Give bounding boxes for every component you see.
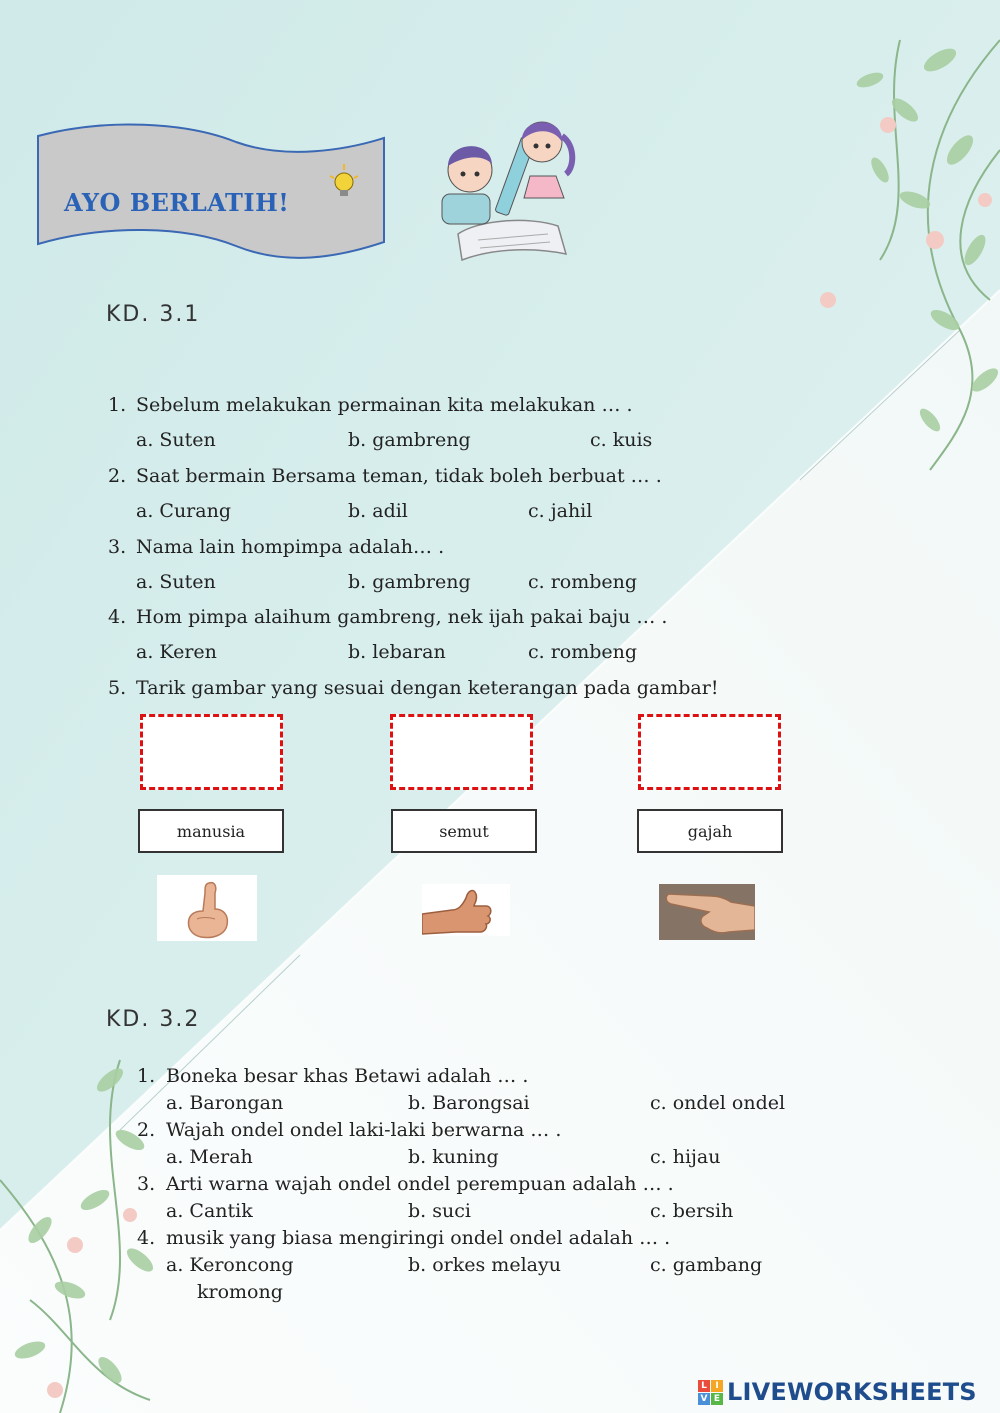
question-text: Arti warna wajah ondel ondel perempuan adalah … .	[166, 1173, 674, 1195]
liveworksheets-brand-text: LIVEWORKSHEETS	[727, 1378, 977, 1406]
question-number: 1.	[108, 394, 127, 416]
answer-option[interactable]: b. orkes melayu	[408, 1254, 561, 1276]
question-text: Sebelum melakukan permainan kita melakukan … .	[136, 394, 633, 416]
thumbs-up-hand-image[interactable]	[422, 884, 510, 936]
pointing-hand-image[interactable]	[659, 884, 755, 940]
answer-option[interactable]: c. jahil	[528, 500, 593, 522]
liveworksheets-badge-icon: L I V E	[698, 1380, 723, 1405]
drop-zone[interactable]	[390, 714, 533, 790]
answer-option[interactable]: c. ondel ondel	[650, 1092, 786, 1114]
question-text: Hom pimpa alaihum gambreng, nek ijah pakai baju … .	[136, 606, 668, 628]
children-writing-illustration	[438, 116, 588, 264]
question-number: 2.	[108, 465, 127, 487]
answer-option[interactable]: c. rombeng	[528, 641, 638, 663]
drop-zone[interactable]	[638, 714, 781, 790]
answer-option[interactable]: a. Keren	[136, 641, 217, 663]
question-text: Saat bermain Bersama teman, tidak boleh berbuat … .	[136, 465, 662, 487]
answer-option[interactable]: c. hijau	[650, 1146, 721, 1168]
liveworksheets-logo	[698, 1378, 977, 1406]
answer-option[interactable]: b. gambreng	[348, 429, 471, 451]
answer-option[interactable]: b. lebaran	[348, 641, 446, 663]
match-label-gajah: gajah	[637, 809, 783, 853]
answer-option[interactable]: b. kuning	[408, 1146, 499, 1168]
index-finger-hand-image[interactable]	[157, 875, 257, 941]
answer-option[interactable]: c. bersih	[650, 1200, 734, 1222]
question-text: Tarik gambar yang sesuai dengan keterangan pada gambar!	[136, 677, 719, 699]
answer-option[interactable]: b. adil	[348, 500, 408, 522]
answer-option[interactable]: a. Suten	[136, 429, 216, 451]
question-text: musik yang biasa mengiringi ondel ondel adalah … .	[166, 1227, 671, 1249]
answer-option[interactable]: a. Merah	[166, 1146, 253, 1168]
question-number: 4.	[137, 1227, 156, 1249]
question-number: 3.	[137, 1173, 156, 1195]
match-label-semut: semut	[391, 809, 537, 853]
answer-option[interactable]: a. Keroncong	[166, 1254, 294, 1276]
answer-option[interactable]: a. Barongan	[166, 1092, 284, 1114]
answer-option-continuation: kromong	[197, 1281, 283, 1303]
answer-option[interactable]: b. suci	[408, 1200, 471, 1222]
answer-option[interactable]: a. Suten	[136, 571, 216, 593]
question-number: 5.	[108, 677, 127, 699]
question-number: 1.	[137, 1065, 156, 1087]
answer-option[interactable]: b. gambreng	[348, 571, 471, 593]
question-text: Boneka besar khas Betawi adalah … .	[166, 1065, 529, 1087]
banner-title: AYO BERLATIH!	[64, 188, 290, 217]
match-label-manusia: manusia	[138, 809, 284, 853]
answer-option[interactable]: a. Curang	[136, 500, 231, 522]
question-number: 3.	[108, 536, 127, 558]
answer-option[interactable]: a. Cantik	[166, 1200, 253, 1222]
section-heading-kd31: KD. 3.1	[106, 302, 201, 327]
answer-option[interactable]: c. gambang	[650, 1254, 763, 1276]
question-number: 4.	[108, 606, 127, 628]
answer-option[interactable]: c. rombeng	[528, 571, 638, 593]
drop-zone[interactable]	[140, 714, 283, 790]
section-heading-kd32: KD. 3.2	[106, 1007, 201, 1032]
answer-option[interactable]: c. kuis	[590, 429, 653, 451]
answer-option[interactable]: b. Barongsai	[408, 1092, 530, 1114]
question-text: Nama lain hompimpa adalah… .	[136, 536, 445, 558]
question-number: 2.	[137, 1119, 156, 1141]
question-text: Wajah ondel ondel laki-laki berwarna … .	[166, 1119, 562, 1141]
